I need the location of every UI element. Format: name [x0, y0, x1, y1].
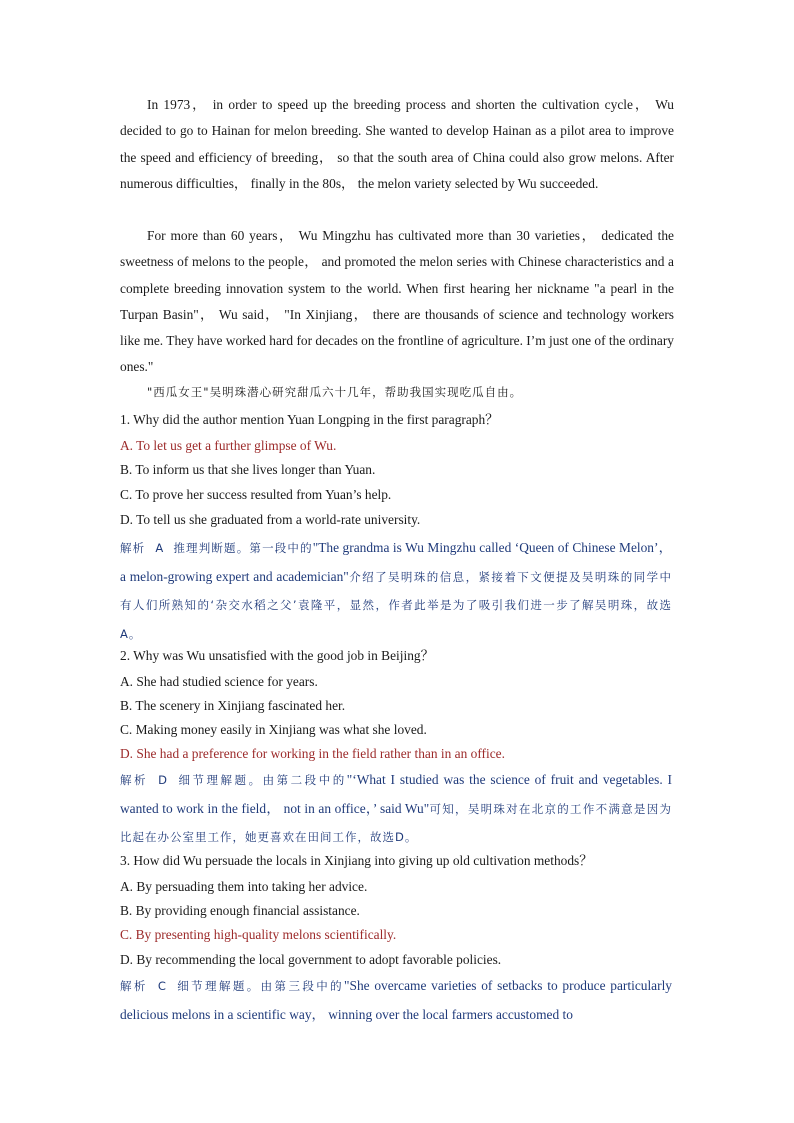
question-2-option-d: D. She had a preference for working in the field rather than in an office.: [120, 746, 505, 761]
analysis-explanation: 介绍了吴明珠的信息，紧接着下文便提及吴明珠的同学中有人们所熟知的‘杂交水稻之父’袁隆平，显然，作者此举是为了吸引我们进一步了解吴明珠，故选A。: [120, 569, 673, 641]
analysis-tag: 解析: [120, 541, 146, 555]
question-1-stem: 1. Why did the author mention Yuan Longping in the first paragraph？: [120, 412, 499, 427]
analysis-tag: 解析: [120, 773, 149, 787]
question-1-option-b: B. To inform us that she lives longer than Yuan.: [120, 462, 376, 477]
question-3-option-a: A. By persuading them into taking her advice.: [120, 879, 368, 894]
analysis-answer-letter: A: [155, 541, 164, 555]
question-2-option-a: A. She had studied science for years.: [120, 674, 318, 689]
question-1-option-c: C. To prove her success resulted from Yuan’s help.: [120, 487, 392, 502]
analysis-intro: 细节理解题。由第三段中的: [175, 979, 345, 993]
question-1-option-d: D. To tell us she graduated from a world-rate university.: [120, 512, 421, 527]
question-3-stem: 3. How did Wu persuade the locals in Xinjiang into giving up old cultivation methods？: [120, 853, 593, 868]
analysis-intro: 推理判断题。第一段中的: [173, 541, 313, 555]
question-1-analysis: [120, 534, 672, 648]
passage-paragraph-2: For more than 60 years， Wu Mingzhu has cultivated more than 30 varieties， dedicated the sweetness of melons to the people， and promoted the melon series with Chinese characteristics and a complete breeding innovation system to the world. When first hearing her nickname "a pearl in the Turpan Basin"， Wu said， "In Xinjiang， there are thousands of science and technology workers like me. They have worked hard for decades on the frontline of agriculture. I’m just one of the ordinary ones.": [120, 228, 674, 375]
analysis-quote: "‘What I studied was the science of fruit and vegetables. I wanted to work in the field， not in an office，’ said Wu": [120, 772, 673, 816]
question-2-option-b: B. The scenery in Xinjiang fascinated her.: [120, 698, 346, 713]
analysis-tag: 解析: [120, 979, 148, 993]
question-3-option-b: B. By providing enough financial assistance.: [120, 903, 360, 918]
analysis-intro: 细节理解题。由第二段中的: [176, 773, 347, 787]
question-2-option-c: C. Making money easily in Xinjiang was what she loved.: [120, 722, 427, 737]
question-1-option-a: A. To let us get a further glimpse of Wu.: [120, 438, 337, 453]
question-3-analysis: [120, 972, 672, 1029]
question-3-option-d: D. By recommending the local government to adopt favorable policies.: [120, 952, 502, 967]
question-2-analysis: [120, 766, 672, 852]
question-2-stem: 2. Why was Wu unsatisfied with the good job in Beijing？: [120, 648, 434, 663]
analysis-explanation: 可知，吴明珠对在北京的工作不满意是因为比起在办公室里工作，她更喜欢在田间工作，故选D。: [120, 801, 672, 844]
analysis-answer-letter: C: [157, 979, 166, 993]
question-3-option-c: C. By presenting high-quality melons scientifically.: [120, 927, 397, 942]
analysis-quote: "The grandma is Wu Mingzhu called ‘Queen of Chinese Melon’， a melon-growing expert and academician": [120, 540, 673, 584]
analysis-quote: "She overcame varieties of setbacks to produce particularly delicious melons in a scientific way， winning over the local farmers accustomed to: [120, 978, 673, 1022]
passage-paragraph-1: In 1973， in order to speed up the breeding process and shorten the cultivation cycle， Wu decided to go to Hainan for melon breeding. She wanted to develop Hainan as a pilot area to improve the speed and efficiency of breeding， so that the south area of China could also grow melons. After numerous difficulties， finally in the 80s， the melon variety selected by Wu succeeded.: [120, 97, 674, 191]
passage-summary: "西瓜女王"吴明珠潜心研究甜瓜六十几年，帮助我国实现吃瓜自由。: [147, 385, 523, 399]
analysis-answer-letter: D: [158, 773, 167, 787]
